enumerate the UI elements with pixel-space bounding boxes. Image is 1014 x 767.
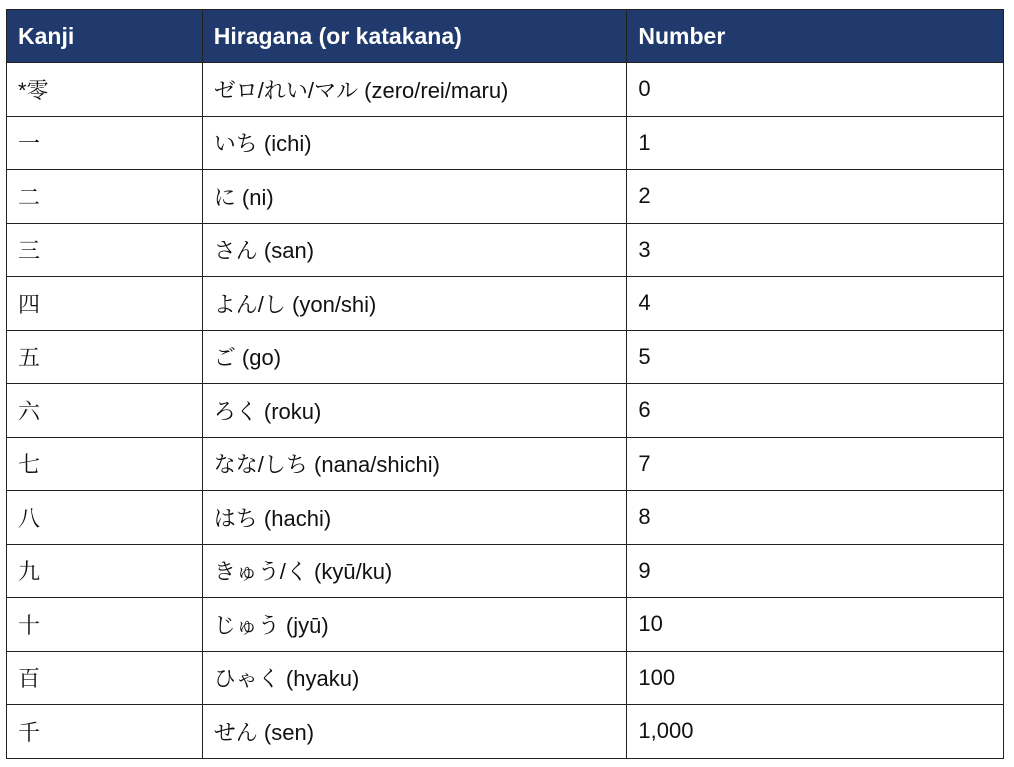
table-row [7, 384, 1004, 438]
number-cell: 8 [627, 491, 1004, 545]
number-cell: 5 [627, 330, 1004, 384]
kanji-cell: 一 [7, 116, 203, 170]
header-row [7, 10, 1004, 63]
number-cell: 1,000 [627, 705, 1004, 759]
kanji-cell: 千 [7, 705, 203, 759]
number-cell: 3 [627, 223, 1004, 277]
table-row [7, 598, 1004, 652]
table-row [7, 330, 1004, 384]
number-cell: 4 [627, 277, 1004, 331]
reading-cell: に (ni) [202, 170, 627, 224]
kanji-cell: 九 [7, 544, 203, 598]
table-row [7, 63, 1004, 117]
kanji-cell: 二 [7, 170, 203, 224]
table-row [7, 651, 1004, 705]
table-row [7, 491, 1004, 545]
number-cell: 10 [627, 598, 1004, 652]
reading-cell: ゼロ/れい/マル (zero/rei/maru) [202, 63, 627, 117]
reading-cell: はち (hachi) [202, 491, 627, 545]
reading-cell: よん/し (yon/shi) [202, 277, 627, 331]
reading-cell: ご (go) [202, 330, 627, 384]
number-cell: 100 [627, 651, 1004, 705]
table-row [7, 116, 1004, 170]
reading-cell: なな/しち (nana/shichi) [202, 437, 627, 491]
table-row [7, 170, 1004, 224]
number-cell: 7 [627, 437, 1004, 491]
kanji-cell: 五 [7, 330, 203, 384]
reading-cell: ひゃく (hyaku) [202, 651, 627, 705]
kanji-cell: 七 [7, 437, 203, 491]
number-cell: 0 [627, 63, 1004, 117]
kanji-cell: 六 [7, 384, 203, 438]
reading-cell: ろく (roku) [202, 384, 627, 438]
number-cell: 2 [627, 170, 1004, 224]
kanji-cell: 三 [7, 223, 203, 277]
kanji-cell: 十 [7, 598, 203, 652]
reading-cell: じゅう (jyū) [202, 598, 627, 652]
kanji-cell: 八 [7, 491, 203, 545]
table-row [7, 277, 1004, 331]
reading-cell: きゅう/く (kyū/ku) [202, 544, 627, 598]
number-cell: 9 [627, 544, 1004, 598]
kanji-cell: 百 [7, 651, 203, 705]
table-row [7, 544, 1004, 598]
kanji-cell: *零 [7, 63, 203, 117]
kanji-numbers-table [6, 9, 1004, 759]
number-cell: 6 [627, 384, 1004, 438]
reading-cell: せん (sen) [202, 705, 627, 759]
reading-cell: いち (ichi) [202, 116, 627, 170]
table-row [7, 223, 1004, 277]
table-row [7, 705, 1004, 759]
reading-cell: さん (san) [202, 223, 627, 277]
kanji-cell: 四 [7, 277, 203, 331]
header-hiragana: Hiragana (or katakana) [202, 10, 627, 63]
table-row [7, 437, 1004, 491]
header-number: Number [627, 10, 1004, 63]
header-kanji: Kanji [7, 10, 203, 63]
number-cell: 1 [627, 116, 1004, 170]
